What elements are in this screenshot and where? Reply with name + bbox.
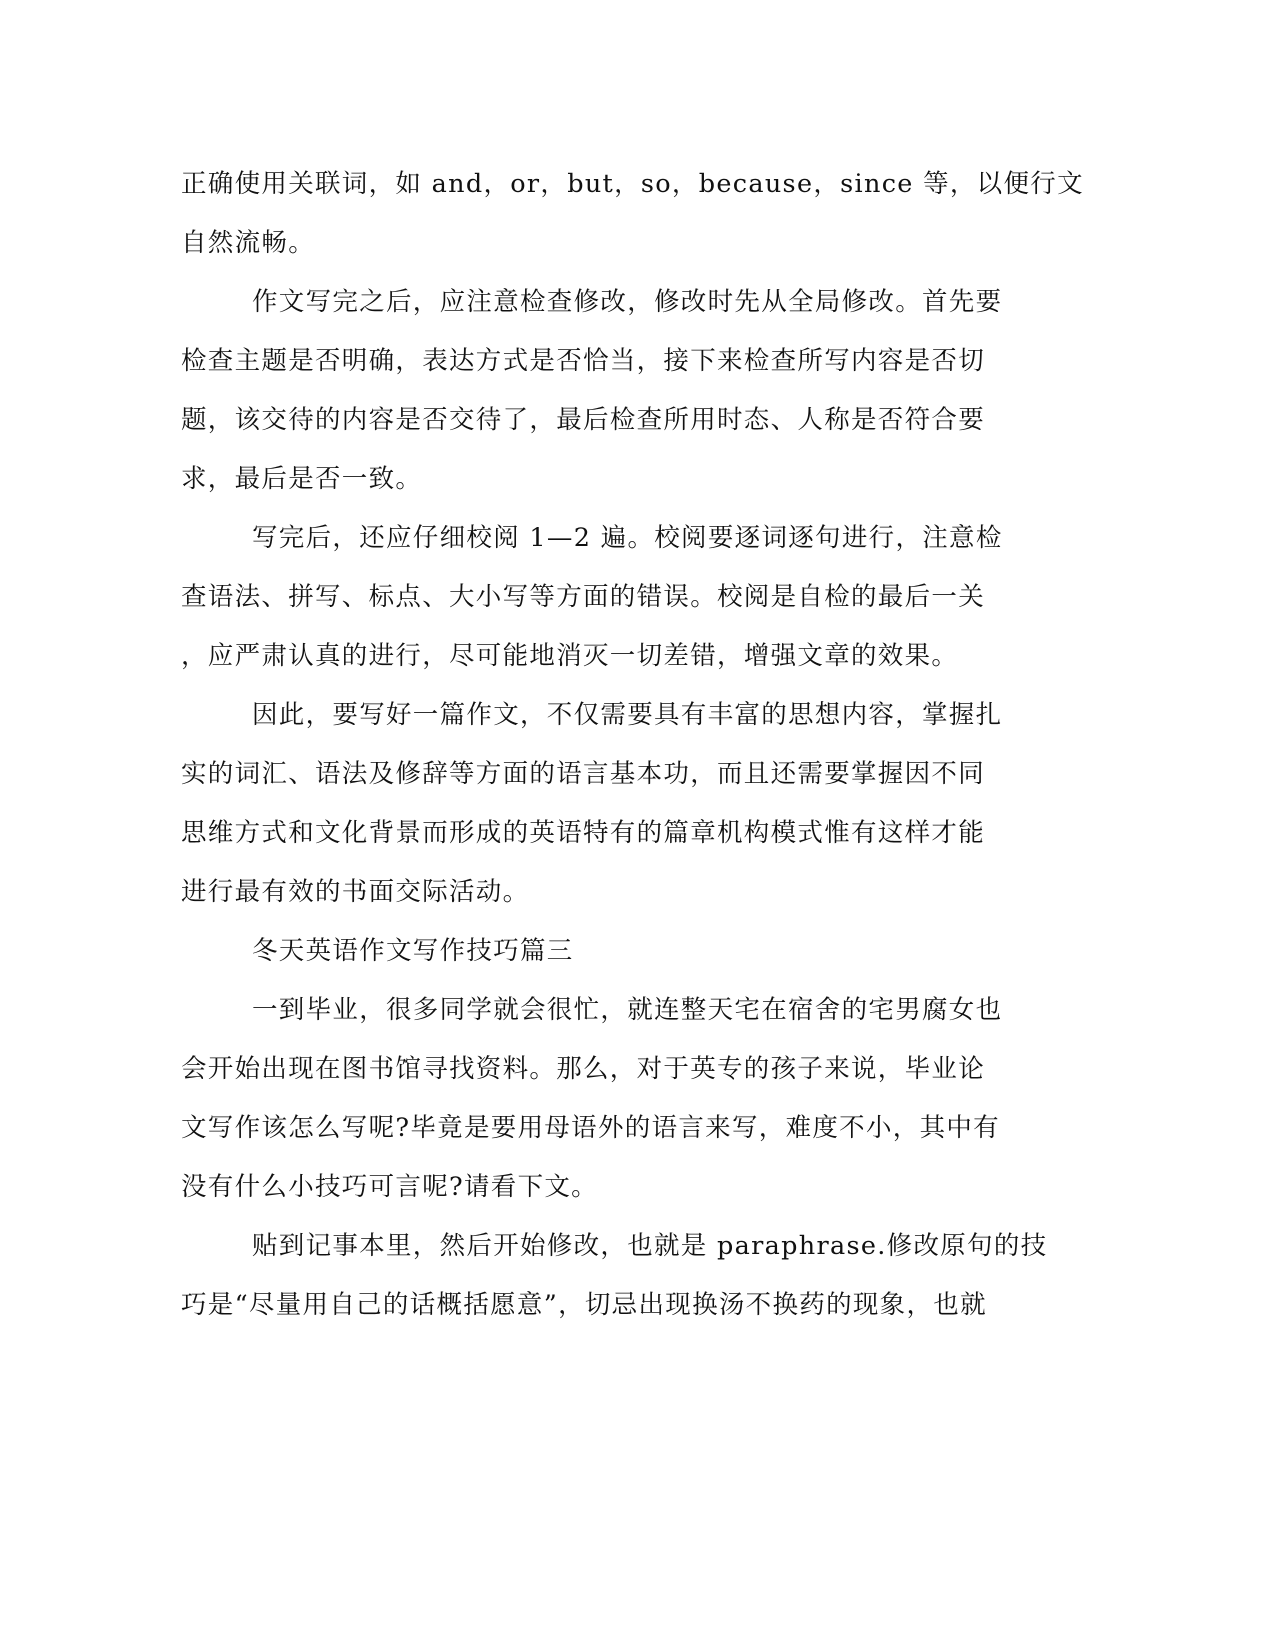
- text-line: 思维方式和文化背景而形成的英语特有的篇章机构模式惟有这样才能: [181, 818, 986, 848]
- text-line: 会开始出现在图书馆寻找资料。那么，对于英专的孩子来说，毕业论: [181, 1054, 986, 1084]
- text-line: ，应严肃认真的进行，尽可能地消灭一切差错，增强文章的效果。: [181, 641, 959, 671]
- text-line: 进行最有效的书面交际活动。: [181, 877, 530, 907]
- paragraph-start-line: 作文写完之后，应注意检查修改，修改时先从全局修改。首先要: [252, 287, 1003, 317]
- text-line: 题，该交待的内容是否交待了，最后检查所用时态、人称是否符合要: [181, 405, 986, 435]
- text-line: 查语法、拼写、标点、大小写等方面的错误。校阅是自检的最后一关: [181, 582, 986, 612]
- text-line: 没有什么小技巧可言呢?请看下文。: [181, 1172, 598, 1202]
- text-line: 检查主题是否明确，表达方式是否恰当，接下来检查所写内容是否切: [181, 346, 986, 376]
- text-line: 文写作该怎么写呢?毕竟是要用母语外的语言来写，难度不小，其中有: [181, 1113, 1000, 1143]
- text-line: 求，最后是否一致。: [181, 464, 423, 494]
- section-heading: 冬天英语作文写作技巧篇三: [252, 936, 574, 966]
- text-line: 自然流畅。: [181, 228, 316, 258]
- paragraph-start-line: 贴到记事本里，然后开始修改，也就是 paraphrase.修改原句的技: [252, 1231, 1048, 1261]
- paragraph-start-line: 一到毕业，很多同学就会很忙，就连整天宅在宿舍的宅男腐女也: [252, 995, 1003, 1025]
- text-line: 正确使用关联词，如 and，or，but，so，because，since 等，以便行文: [181, 169, 1084, 199]
- body-text: [181, 155, 1084, 1335]
- text-line: 实的词汇、语法及修辞等方面的语言基本功，而且还需要掌握因不同: [181, 759, 986, 789]
- paragraph-start-line: 写完后，还应仔细校阅 1—2 遍。校阅要逐词逐句进行，注意检: [252, 523, 1003, 553]
- paragraph-start-line: 因此，要写好一篇作文，不仅需要具有丰富的思想内容，掌握扎: [252, 700, 1003, 730]
- text-line: 巧是“尽量用自己的话概括愿意”，切忌出现换汤不换药的现象，也就: [181, 1290, 987, 1320]
